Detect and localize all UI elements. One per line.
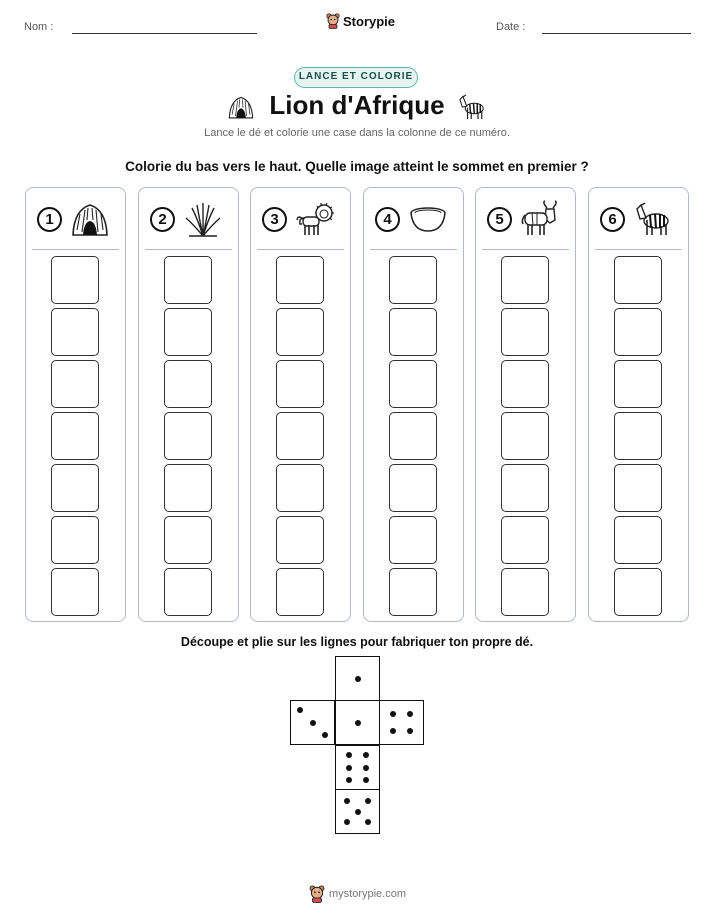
color-cell[interactable] bbox=[276, 464, 324, 512]
color-cell[interactable] bbox=[614, 256, 662, 304]
grass-icon bbox=[183, 200, 223, 238]
die-pip bbox=[363, 777, 369, 783]
column-number: 5 bbox=[487, 207, 512, 232]
die-pip bbox=[407, 728, 413, 734]
color-cell[interactable] bbox=[501, 360, 549, 408]
column-number: 3 bbox=[262, 207, 287, 232]
color-cell[interactable] bbox=[51, 412, 99, 460]
column-divider bbox=[370, 249, 457, 250]
color-cell[interactable] bbox=[501, 412, 549, 460]
color-cell[interactable] bbox=[276, 516, 324, 564]
cut-instruction: Découpe et plie sur les lignes pour fabriquer ton propre dé. bbox=[180, 635, 534, 649]
die-pip bbox=[346, 777, 352, 783]
cave-icon bbox=[70, 200, 110, 238]
die-face bbox=[335, 700, 380, 745]
date-label: Date : bbox=[496, 21, 526, 33]
color-cell[interactable] bbox=[276, 360, 324, 408]
column-5 bbox=[475, 187, 576, 622]
page-subtitle: Lance le dé et colorie une case dans la colonne de ce numéro. bbox=[204, 127, 510, 139]
color-cell[interactable] bbox=[164, 308, 212, 356]
column-divider bbox=[145, 249, 232, 250]
color-cell[interactable] bbox=[51, 516, 99, 564]
color-cell[interactable] bbox=[389, 412, 437, 460]
die-pip bbox=[344, 819, 350, 825]
lion-icon bbox=[295, 200, 335, 238]
die-pip bbox=[363, 752, 369, 758]
color-cell[interactable] bbox=[389, 360, 437, 408]
column-4 bbox=[363, 187, 464, 622]
color-cell[interactable] bbox=[164, 516, 212, 564]
color-cell[interactable] bbox=[276, 308, 324, 356]
die-pip bbox=[346, 752, 352, 758]
die-pip bbox=[390, 711, 396, 717]
column-divider bbox=[482, 249, 569, 250]
color-cell[interactable] bbox=[164, 568, 212, 616]
color-cell[interactable] bbox=[614, 308, 662, 356]
color-cell[interactable] bbox=[164, 256, 212, 304]
die-face bbox=[335, 745, 380, 790]
die-face bbox=[290, 700, 335, 745]
color-cell[interactable] bbox=[614, 360, 662, 408]
die-pip bbox=[407, 711, 413, 717]
column-number: 6 bbox=[600, 207, 625, 232]
column-3 bbox=[250, 187, 351, 622]
column-divider bbox=[595, 249, 682, 250]
zebra-title-icon bbox=[457, 92, 487, 122]
footer-text: mystorypie.com bbox=[329, 888, 407, 900]
die-pip bbox=[355, 720, 361, 726]
die-pip bbox=[297, 707, 303, 713]
color-cell[interactable] bbox=[614, 412, 662, 460]
color-cell[interactable] bbox=[389, 308, 437, 356]
color-cell[interactable] bbox=[276, 412, 324, 460]
column-2 bbox=[138, 187, 239, 622]
die-pip bbox=[344, 798, 350, 804]
die-face bbox=[379, 700, 424, 745]
logo-text: Storypie bbox=[343, 13, 396, 29]
die-face bbox=[335, 656, 380, 701]
die-pip bbox=[310, 720, 316, 726]
die-pip bbox=[355, 676, 361, 682]
storypie-logo bbox=[326, 13, 395, 29]
color-cell[interactable] bbox=[164, 412, 212, 460]
die-pip bbox=[346, 765, 352, 771]
color-cell[interactable] bbox=[501, 308, 549, 356]
color-cell[interactable] bbox=[389, 256, 437, 304]
color-cell[interactable] bbox=[276, 256, 324, 304]
date-line bbox=[542, 33, 691, 34]
die-pip bbox=[355, 809, 361, 815]
die-pip bbox=[365, 819, 371, 825]
color-cell[interactable] bbox=[614, 568, 662, 616]
color-cell[interactable] bbox=[51, 360, 99, 408]
color-cell[interactable] bbox=[51, 308, 99, 356]
color-cell[interactable] bbox=[51, 568, 99, 616]
column-divider bbox=[32, 249, 119, 250]
color-cell[interactable] bbox=[51, 256, 99, 304]
column-6 bbox=[588, 187, 689, 622]
storypie-mascot-icon bbox=[309, 885, 325, 903]
color-cell[interactable] bbox=[501, 464, 549, 512]
color-cell[interactable] bbox=[501, 568, 549, 616]
wildebeest-icon bbox=[520, 200, 560, 238]
color-cell[interactable] bbox=[51, 464, 99, 512]
storypie-mascot-icon bbox=[326, 13, 340, 29]
footer bbox=[309, 885, 406, 903]
color-cell[interactable] bbox=[164, 464, 212, 512]
die-pip bbox=[365, 798, 371, 804]
die-face bbox=[335, 789, 380, 834]
bowl-icon bbox=[408, 200, 448, 238]
die-pip bbox=[363, 765, 369, 771]
column-divider bbox=[257, 249, 344, 250]
column-1 bbox=[25, 187, 126, 622]
color-cell[interactable] bbox=[501, 256, 549, 304]
column-number: 1 bbox=[37, 207, 62, 232]
color-cell[interactable] bbox=[276, 568, 324, 616]
die-pip bbox=[322, 732, 328, 738]
page-title: Lion d'Afrique bbox=[269, 90, 445, 120]
instruction-text: Colorie du bas vers le haut. Quelle image atteint le sommet en premier ? bbox=[125, 159, 589, 174]
die-pip bbox=[390, 728, 396, 734]
color-cell[interactable] bbox=[389, 516, 437, 564]
color-cell[interactable] bbox=[614, 516, 662, 564]
color-cell[interactable] bbox=[389, 464, 437, 512]
zebra-icon bbox=[633, 200, 673, 238]
color-cell[interactable] bbox=[614, 464, 662, 512]
column-number: 4 bbox=[375, 207, 400, 232]
column-number: 2 bbox=[150, 207, 175, 232]
name-label: Nom : bbox=[24, 21, 54, 33]
name-line bbox=[72, 33, 257, 34]
color-cell[interactable] bbox=[501, 516, 549, 564]
color-cell[interactable] bbox=[389, 568, 437, 616]
color-cell[interactable] bbox=[164, 360, 212, 408]
activity-badge: LANCE ET COLORIE bbox=[294, 67, 418, 88]
